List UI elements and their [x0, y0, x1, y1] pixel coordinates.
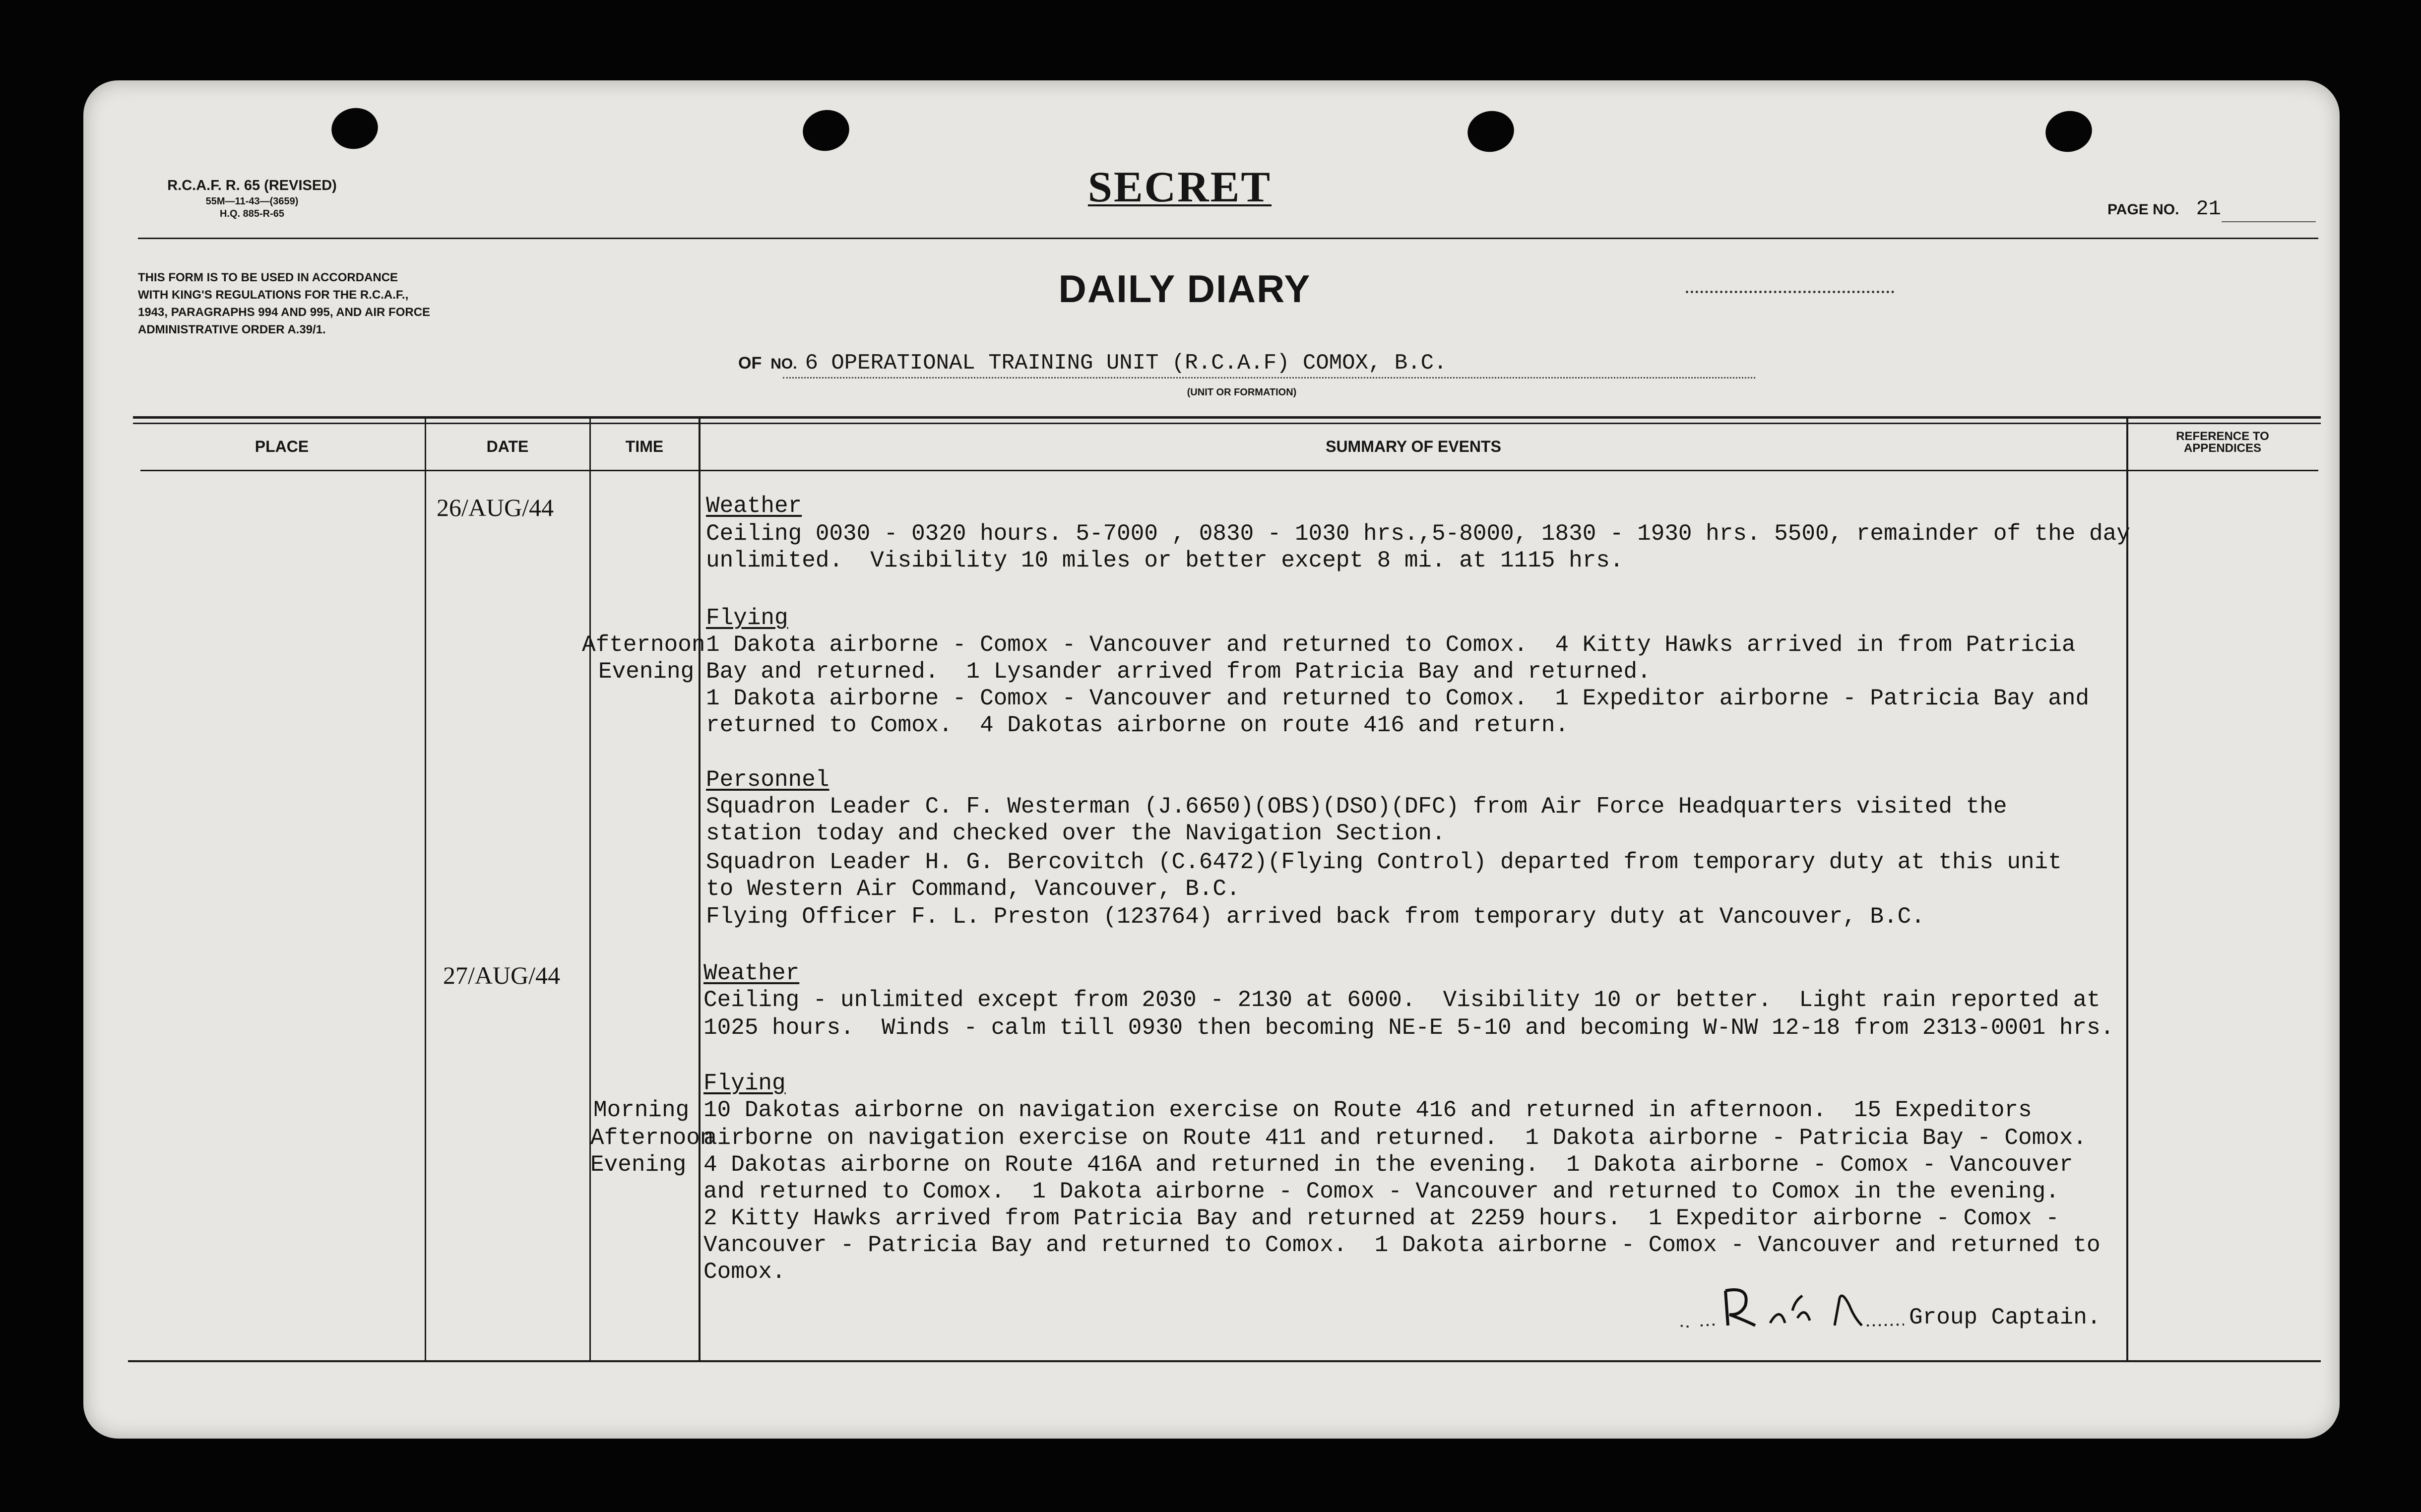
punch-hole: [2042, 107, 2096, 156]
summary-line: Flying Officer F. L. Preston (123764) arrived back from temporary duty at Vancouver, B.C.: [706, 904, 1925, 930]
summary-line: 1 Dakota airborne - Comox - Vancouver and returned to Comox. 4 Kitty Hawks arrived in from Patricia: [706, 632, 2076, 658]
page-number: 21: [2196, 197, 2221, 221]
diary-form-card: [83, 80, 2340, 1439]
reference-line: APPENDICES: [2183, 441, 2262, 455]
regulation-note-line: WITH KING'S REGULATIONS FOR THE R.C.A.F.,: [138, 288, 409, 302]
column-header-place: PLACE: [255, 438, 309, 455]
column-divider: [589, 418, 591, 1360]
table-top-rule-2: [133, 423, 2321, 424]
unit-line: [738, 351, 1447, 376]
unit-caption: (UNIT OR FORMATION): [1187, 387, 1297, 398]
form-code-line1: R.C.A.F. R. 65 (REVISED): [167, 178, 337, 193]
section-heading-flying: Flying: [703, 1071, 786, 1096]
column-divider: [425, 418, 426, 1360]
summary-line: 4 Dakotas airborne on Route 416A and returned in the evening. 1 Dakota airborne - Comox - Vancouver: [703, 1152, 2073, 1178]
classification-stamp: [1061, 162, 1299, 212]
column-header-summary: SUMMARY OF EVENTS: [1326, 438, 1501, 455]
handwritten-signature: [1671, 1276, 1929, 1335]
punch-hole: [1464, 107, 1518, 156]
form-code-line2: 55M—11-43—(3659): [205, 196, 299, 207]
summary-line: 10 Dakotas airborne on navigation exercise on Route 416 and returned in afternoon. 15 Expeditors: [703, 1097, 2032, 1123]
entry-time: Afternoon: [590, 1125, 714, 1151]
column-header-time: TIME: [625, 438, 664, 455]
section-heading-weather: Weather: [703, 960, 800, 986]
entry-date: 26/AUG/44: [437, 494, 554, 521]
header-divider: [138, 238, 2318, 239]
column-header-reference: [2128, 431, 2317, 454]
column-header-date: DATE: [486, 438, 529, 455]
summary-line: Comox.: [703, 1259, 786, 1285]
no-label: NO.: [770, 356, 797, 372]
classification-text: SECRET: [1087, 163, 1272, 211]
regulation-note-line: THIS FORM IS TO BE USED IN ACCORDANCE: [138, 271, 398, 284]
regulation-note-line: 1943, PARAGRAPHS 994 AND 995, AND AIR FORCE: [138, 306, 431, 319]
section-heading-personnel: Personnel: [706, 767, 829, 793]
punch-hole: [328, 104, 382, 153]
summary-line: 1 Dakota airborne - Comox - Vancouver and returned to Comox. 1 Expeditor airborne - Patricia Bay and: [706, 686, 2090, 711]
entry-date: 27/AUG/44: [443, 961, 561, 989]
summary-line: Bay and returned. 1 Lysander arrived from Patricia Bay and returned.: [706, 659, 1651, 685]
summary-line: Ceiling 0030 - 0320 hours. 5-7000 , 0830 - 1030 hrs.,5-8000, 1830 - 1930 hrs. 5500, remainder of the day: [706, 521, 2130, 547]
column-header-rule: [140, 470, 2318, 471]
dotted-rule: [1686, 291, 1894, 293]
page-number-underline: [2222, 221, 2316, 222]
form-code-line3: H.Q. 885-R-65: [219, 208, 285, 219]
column-divider: [2126, 418, 2128, 1360]
reference-line: REFERENCE TO: [2176, 430, 2269, 443]
of-label: OF: [738, 354, 762, 373]
unit-dotted-underline: [783, 377, 1755, 378]
table-bottom-rule: [128, 1360, 2321, 1362]
regulation-note: [138, 269, 430, 338]
entry-time: Afternoon: [582, 632, 705, 658]
signature-block: [1671, 1276, 2117, 1335]
summary-line: airborne on navigation exercise on Route 411 and returned. 1 Dakota airborne - Patricia Bay - Comox.: [703, 1125, 2087, 1151]
signoff-title: Group Captain.: [1909, 1305, 2101, 1330]
section-heading-flying: Flying: [706, 605, 788, 631]
regulation-note-line: ADMINISTRATIVE ORDER A.39/1.: [138, 323, 326, 336]
section-heading-weather: Weather: [706, 493, 802, 519]
entry-time: Evening: [590, 1152, 687, 1178]
summary-line: 1025 hours. Winds - calm till 0930 then becoming NE-E 5-10 and becoming W-NW 12-18 from 2313-0001 hrs.: [703, 1015, 2114, 1041]
form-code: [148, 178, 356, 220]
page-title: DAILY DIARY: [1058, 267, 1311, 311]
summary-line: returned to Comox. 4 Dakotas airborne on route 416 and return.: [706, 712, 1569, 738]
summary-line: Ceiling - unlimited except from 2030 - 2130 at 6000. Visibility 10 or better. Light rain reported at: [703, 987, 2101, 1013]
page-number-field: [2107, 197, 2316, 221]
punch-hole: [799, 106, 853, 155]
unit-name: 6 OPERATIONAL TRAINING UNIT (R.C.A.F) COMOX, B.C.: [805, 351, 1447, 376]
table-top-rule: [133, 416, 2321, 419]
summary-line: Squadron Leader H. G. Bercovitch (C.6472)(Flying Control) departed from temporary duty at this unit: [706, 849, 2062, 875]
summary-line: 2 Kitty Hawks arrived from Patricia Bay and returned at 2259 hours. 1 Expeditor airborne - Comox -: [703, 1205, 2059, 1231]
summary-line: station today and checked over the Navigation Section.: [706, 820, 1446, 846]
summary-line: Squadron Leader C. F. Westerman (J.6650)(OBS)(DSO)(DFC) from Air Force Headquarters visited the: [706, 794, 2007, 819]
summary-line: to Western Air Command, Vancouver, B.C.: [706, 876, 1240, 902]
page-label: PAGE NO.: [2107, 201, 2179, 218]
column-divider: [699, 418, 701, 1360]
entry-time: Evening: [598, 659, 695, 685]
summary-line: unlimited. Visibility 10 miles or better except 8 mi. at 1115 hrs.: [706, 548, 1624, 573]
summary-line: and returned to Comox. 1 Dakota airborne - Comox - Vancouver and returned to Comox in the evening.: [703, 1179, 2059, 1204]
summary-line: Vancouver - Patricia Bay and returned to Comox. 1 Dakota airborne - Comox - Vancouver and returned to: [703, 1232, 2101, 1258]
entry-time: Morning: [593, 1097, 690, 1123]
